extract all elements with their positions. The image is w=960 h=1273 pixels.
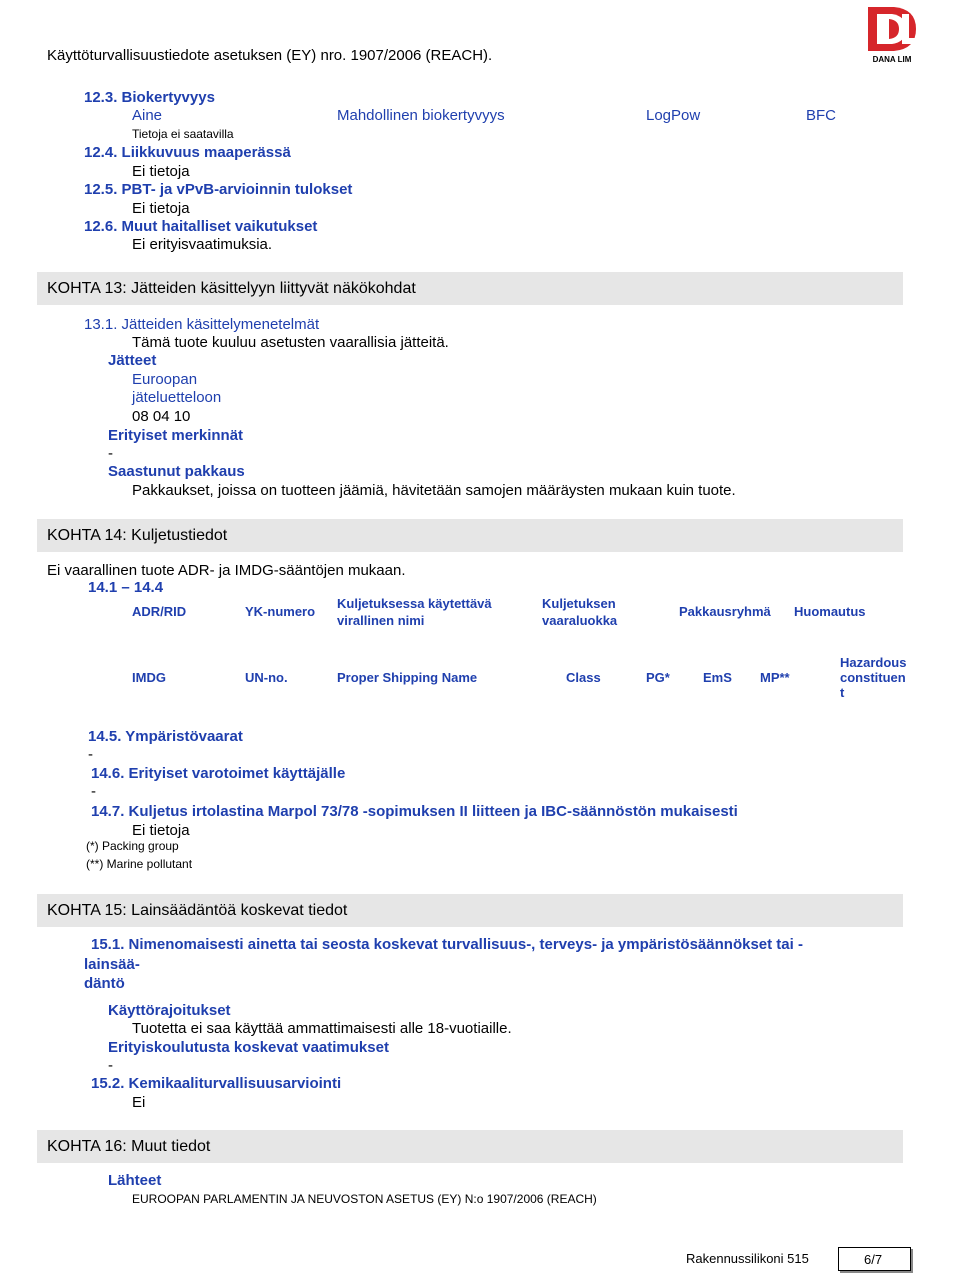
s13-1-title: 13.1. Jätteiden käsittelymenetelmät	[84, 316, 320, 333]
section-13-bar	[37, 272, 903, 305]
adr-col-vaaraluokka: vaaraluokka	[542, 613, 618, 628]
s15-1-title-line2: lainsää-	[84, 956, 140, 973]
adr-col-kuljetuksessa: Kuljetuksessa käytettävä	[337, 596, 492, 611]
section-15-bar	[37, 894, 903, 927]
jatteet-label: Jätteet	[108, 352, 157, 369]
section-16-bar	[37, 1130, 903, 1163]
s14-6-value: -	[91, 783, 96, 800]
note-marine-pollutant: (**) Marine pollutant	[86, 857, 193, 871]
s14-7-title: 14.7. Kuljetus irtolastina Marpol 73/78 -sopimuksen II liitteen ja IBC-säännöstön mukaisesti	[91, 803, 738, 820]
erityiskoulutusta-value: -	[108, 1057, 113, 1074]
imdg-col-constituent-t: t	[840, 685, 845, 700]
s14-5-title: 14.5. Ympäristövaarat	[88, 728, 243, 745]
s14-range: 14.1 – 14.4	[88, 579, 164, 596]
imdg-col-unno: UN-no.	[245, 670, 288, 685]
imdg-col-class: Class	[566, 670, 601, 685]
erityiset-merkinnat-value: -	[108, 445, 113, 462]
kayttorajoitukset-text: Tuotetta ei saa käyttää ammattimaisesti alle 18-vuotiaille.	[132, 1020, 512, 1037]
adr-col-yknumero: YK-numero	[245, 604, 316, 619]
imdg-col-pg: PG*	[646, 670, 670, 685]
section-16-heading: KOHTA 16: Muut tiedot	[47, 1138, 211, 1155]
s13-1-text: Tämä tuote kuuluu asetusten vaarallisia jätteitä.	[132, 334, 449, 351]
s12-5-value: Ei tietoja	[132, 200, 190, 217]
imdg-col-hazardous: Hazardous	[840, 655, 907, 670]
saastunut-pakkaus-text: Pakkaukset, joissa on tuotteen jäämiä, hävitetään samojen määräysten mukaan kuin tuote.	[132, 482, 736, 499]
col-bfc: BFC	[806, 107, 836, 124]
col-logpow: LogPow	[646, 107, 701, 124]
imdg-col-proper-shipping-name: Proper Shipping Name	[337, 670, 478, 685]
col-mahdollinen: Mahdollinen biokertyvyys	[337, 107, 505, 124]
waste-code: 08 04 10	[132, 408, 191, 425]
adr-col-pakkausryhma: Pakkausryhmä	[679, 604, 771, 619]
adr-col-adrrid: ADR/RID	[132, 604, 187, 619]
note-packing-group: (*) Packing group	[86, 839, 179, 853]
saastunut-pakkaus-label: Saastunut pakkaus	[108, 463, 245, 480]
lahteet-text: EUROOPAN PARLAMENTIN JA NEUVOSTON ASETUS (EY) N:o 1907/2006 (REACH)	[132, 1192, 597, 1206]
company-logo	[866, 5, 918, 65]
s15-1-title-line1: 15.1. Nimenomaisesti ainetta tai seosta koskevat turvallisuus-, terveys- ja ympäristösäännökset tai -	[91, 936, 803, 953]
jateluetteloon-label: jäteluetteloon	[132, 389, 222, 406]
imdg-col-ems: EmS	[703, 670, 732, 685]
imdg-col-constituent: constituen	[840, 670, 906, 685]
imdg-col-mp: MP**	[760, 670, 790, 685]
section-14-heading: KOHTA 14: Kuljetustiedot	[47, 527, 228, 544]
s15-2-title: 15.2. Kemikaaliturvallisuusarviointi	[91, 1075, 342, 1092]
lahteet-label: Lähteet	[108, 1172, 162, 1189]
euroopan-label: Euroopan	[132, 371, 198, 388]
s12-6-title: 12.6. Muut haitalliset vaikutukset	[84, 218, 318, 235]
page-number-box	[838, 1247, 911, 1271]
s14-intro: Ei vaarallinen tuote ADR- ja IMDG-sääntöjen mukaan.	[47, 562, 406, 579]
s14-7-value: Ei tietoja	[132, 822, 190, 839]
section-15-heading: KOHTA 15: Lainsäädäntöä koskevat tiedot	[47, 902, 348, 919]
s12-4-value: Ei tietoja	[132, 163, 190, 180]
s15-2-value: Ei	[132, 1094, 146, 1111]
logo-text: DANA LIM	[872, 55, 912, 64]
s12-5-title: 12.5. PBT- ja vPvB-arvioinnin tulokset	[84, 181, 353, 198]
adr-col-virallinen-nimi: virallinen nimi	[337, 613, 425, 628]
s12-4-title: 12.4. Liikkuvuus maaperässä	[84, 144, 291, 161]
imdg-col-imdg: IMDG	[132, 670, 166, 685]
document-title: Käyttöturvallisuustiedote asetuksen (EY) nro. 1907/2006 (REACH).	[47, 47, 493, 64]
section-13-heading: KOHTA 13: Jätteiden käsittelyyn liittyvät näkökohdat	[47, 280, 416, 297]
kayttorajoitukset-label: Käyttörajoitukset	[108, 1002, 231, 1019]
s15-1-title-line3: däntö	[84, 975, 125, 992]
adr-col-kuljetuksen: Kuljetuksen	[542, 596, 616, 611]
erityiskoulutusta-label: Erityiskoulutusta koskevat vaatimukset	[108, 1039, 389, 1056]
footer-product-name: Rakennussilikoni 515	[686, 1251, 809, 1266]
section-14-bar	[37, 519, 903, 552]
s12-6-value: Ei erityisvaatimuksia.	[132, 236, 273, 253]
s12-3-title: 12.3. Biokertyvyys	[84, 89, 215, 106]
page-number: 6/7	[864, 1252, 883, 1267]
s14-5-value: -	[88, 746, 93, 763]
col-aine: Aine	[132, 107, 163, 124]
s12-3-value: Tietoja ei saatavilla	[132, 127, 234, 141]
adr-col-huomautus: Huomautus	[794, 604, 866, 619]
erityiset-merkinnat-label: Erityiset merkinnät	[108, 427, 244, 444]
s14-6-title: 14.6. Erityiset varotoimet käyttäjälle	[91, 765, 346, 782]
